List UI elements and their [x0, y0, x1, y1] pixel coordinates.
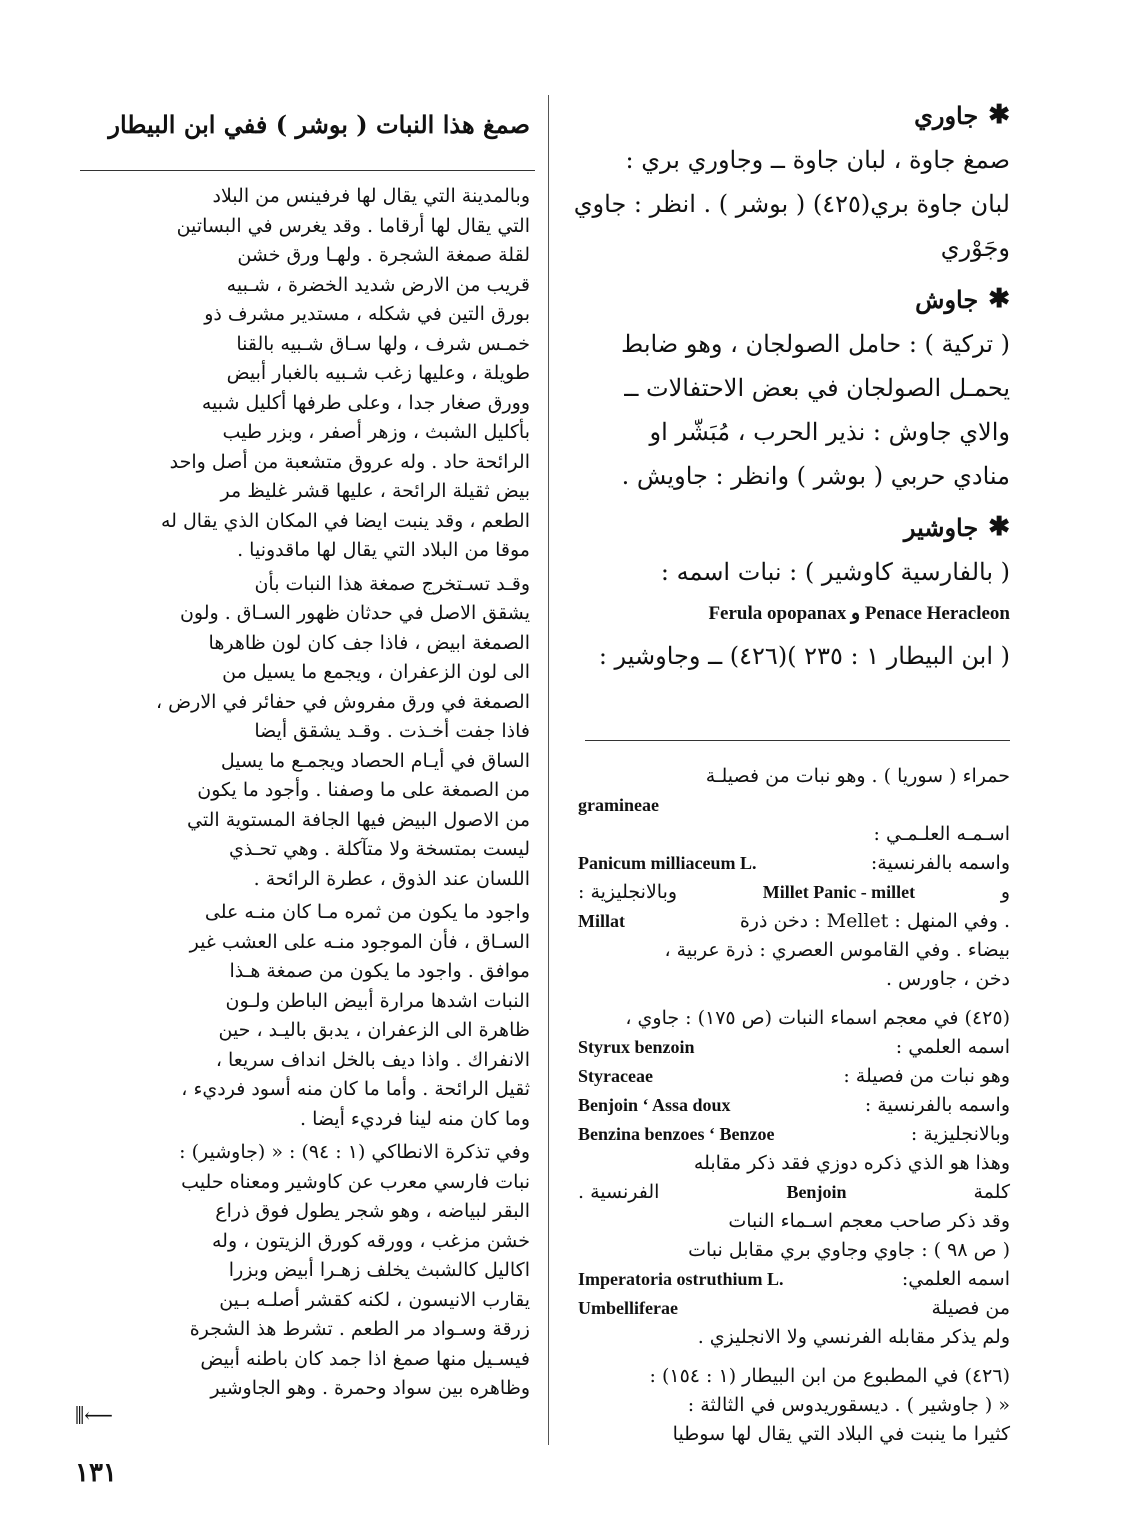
- body-text-line: وقـد تسـتخرج صمغة هذا النبات بأن: [254, 572, 530, 595]
- body-text-line: الساق في أيـام الحصاد ويجمـع ما يسيل: [220, 749, 530, 772]
- body-text-line: قريب من الارض شديد الخضرة ، شـبيه: [226, 273, 530, 296]
- body-text-line: نبات فارسي معرب عن كاوشير ومعناه حليب: [181, 1170, 530, 1193]
- footnote-arabic: وبالانجليزية :: [910, 1123, 1010, 1145]
- footnote-line: [578, 1091, 1010, 1120]
- body-text-line: بيض ثقيلة الرائحة ، عليها قشر غليظ مر: [220, 480, 530, 502]
- footnote-latin: Millet Panic - millet: [762, 882, 916, 902]
- header-rule: [80, 170, 535, 171]
- body-text-line: البقر لبياضه ، وهو شجر يطول فوق ذراع: [215, 1200, 530, 1222]
- body-text-line: الى لون الزعفران ، ويجمع ما يسيل من: [222, 661, 530, 683]
- footnote-arabic: وهذا هو الذي ذكره دوزي فقد ذكر مقابله: [693, 1152, 1010, 1174]
- footnote-line: [578, 965, 1010, 994]
- latin-name: Ferula opopanax: [708, 603, 847, 624]
- footnote-line: [578, 1362, 1010, 1391]
- footnote-latin: Benjoin: [786, 1182, 847, 1202]
- body-text-line: خمـس شرف ، ولها سـاق شـبيه بالقنا: [236, 332, 530, 355]
- body-text-line: ليست بمتسخة ولا متآكلة . وهي تحـذي: [228, 838, 530, 860]
- entry-text-line: والاي جاوش : نذير الحرب ، مُبَشّر او: [649, 418, 1010, 446]
- footnote-arabic: وهو نبات من فصيلة :: [843, 1065, 1010, 1087]
- footnote-arabic: واسمه بالفرنسية :: [864, 1094, 1010, 1116]
- footnote-line: [578, 820, 1010, 849]
- footnote-latin: gramineae: [578, 795, 659, 815]
- column-divider: [548, 95, 549, 1445]
- body-text-line: موافق . واجود ما يكون من صمغة هـذا: [229, 960, 530, 982]
- body-text-line: من الصمغة على ما وصفنا . وأجود ما يكون: [197, 779, 530, 801]
- footnote-arabic: و: [1000, 881, 1010, 903]
- footnote-line: [578, 1391, 1010, 1420]
- footnote-arabic: اسمه العلمي:: [901, 1268, 1010, 1290]
- footnote-arabic: اسمه العلمي :: [895, 1036, 1010, 1058]
- entry-text-line: لبان جاوة بري(٤٢٥) ( بوشر ) . انظر : جاوي: [573, 190, 1010, 218]
- body-text-line: الصمغة في ورق مفروش في حفائر في الارض ،: [156, 690, 530, 713]
- footnote-latin: Styrux benzoin: [578, 1037, 695, 1057]
- footnote-line: [578, 936, 1010, 965]
- footnote-line: [578, 878, 1010, 907]
- footnote-arabic: « ( جاوشير ) . ديسقوريدوس في الثالثة :: [687, 1394, 1010, 1416]
- body-text-line: بورق التين في شكله ، مستدير مشرف ذو: [204, 303, 530, 325]
- footnote-arabic: كثيرا ما ينبت في البلاد التي يقال لها سوطيا: [672, 1423, 1010, 1445]
- footnote-arabic: دخن ، جاورس .: [885, 968, 1010, 990]
- footnotes: [578, 762, 1010, 1449]
- entry-javari-heading: [585, 100, 1010, 130]
- entry-title: جاوشير: [903, 512, 979, 542]
- footnote-arabic: . وفي المنهل : Mellet : دخن ذرة: [739, 910, 1010, 932]
- footnote-line: [578, 1207, 1010, 1236]
- body-text-line: اللسان عند الذوق ، عطرة الرائحة .: [253, 867, 530, 890]
- footnote-latin: Benjoin ‘ Assa doux: [578, 1095, 731, 1115]
- body-text-line: ظاهرة الى الزعفران ، يدبق باليـد ، حين: [218, 1019, 530, 1041]
- footnote-arabic: حمراء ( سوريا ) . وهو نبات من فصيلـة: [705, 765, 1010, 787]
- entry-text-line: صمغ جاوة ، لبان جاوة ــ وجاوري بري :: [625, 146, 1010, 174]
- footnote-arabic: ( ص ٩٨ ) : جاوي وجاوي بري مقابل نبات: [688, 1239, 1010, 1261]
- footnote-arabic-tail: الفرنسية .: [578, 1181, 660, 1203]
- footnote-separator: [585, 740, 1010, 741]
- body-text-line: يشقق الاصل في حدثان ظهور السـاق . ولون: [179, 602, 530, 624]
- footnote-line: [578, 1323, 1010, 1352]
- body-text-line: موقا من البلاد التي يقال لها ماقدونيا .: [237, 539, 530, 561]
- body-text-line: طويلة ، وعليها زغب شـبيه بالغبار أبيض: [226, 362, 530, 384]
- left-column: [75, 182, 530, 1426]
- footnote-line: [578, 1294, 1010, 1323]
- footnote-line: [578, 1236, 1010, 1265]
- latin-name: Penace Heracleon: [864, 603, 1010, 624]
- entry-text-line: وجَوْري: [940, 234, 1010, 262]
- body-text-line: الصمغة ابيض ، فاذا جف كان لون ظاهرها: [208, 631, 530, 654]
- footnote-latin: Styraceae: [578, 1066, 653, 1086]
- entry-title: جاوري: [914, 100, 979, 130]
- footnote-arabic: من فصيلة: [931, 1297, 1010, 1319]
- body-text-line: يقارب الانيسون ، لكنه كقشر أصلـه بـين: [219, 1288, 530, 1311]
- right-column: [573, 100, 1010, 678]
- footnote-latin: Millat: [578, 911, 625, 931]
- footnote-continuation: [578, 762, 1010, 994]
- body-text-line: التي يقال لها أرقاما . وقد يغرس في البساتين: [176, 214, 530, 237]
- footnote-426: [578, 1362, 1010, 1449]
- body-text-line: الرائحة حاد . وله عروق متشعبة من أصل واحد: [169, 450, 530, 473]
- body-text-line: خشن مزغب ، وورقه كورق الزيتون ، وله: [211, 1229, 530, 1252]
- footnote-arabic-tail: وبالانجليزية :: [578, 881, 678, 903]
- footnote-arabic: بيضاء . وفي القاموس العصري : ذرة عربية ،: [664, 939, 1010, 961]
- footnote-latin: Panicum milliaceum L.: [578, 853, 757, 873]
- body-text-line: وما كان منه لينا فرديء أيضا .: [299, 1107, 530, 1130]
- body-text-line: بأكليل الشبث ، وزهر أصفر ، وبزر طيب: [222, 421, 530, 443]
- entry-text-line: ( بالفارسية كاوشير ) : نبات اسمه :: [660, 558, 1010, 586]
- asterisk-icon: ✱: [988, 284, 1010, 314]
- body-text-line: فاذا جفت أخـذت . وقـد يشقق أيضا: [254, 720, 530, 742]
- body-text-line: السـاق ، فأن الموجود منـه على العشب غير: [189, 930, 530, 953]
- body-text-line: الطعم ، وقد ينبت ايضا في المكان الذي يقال له: [160, 509, 530, 532]
- asterisk-icon: ✱: [988, 100, 1010, 130]
- footnote-latin: Imperatoria ostruthium L.: [578, 1269, 784, 1289]
- footnote-425: [578, 1004, 1010, 1352]
- footnote-arabic: ولم يذكر مقابله الفرنسي ولا الانجليزي .: [697, 1326, 1010, 1348]
- footnote-arabic: اسـمـه العلـمـي :: [873, 823, 1010, 845]
- entry-text-line: ( ابن البيطار ١ : ٢٣٥ )(٤٢٦) ــ وجاوشير :: [598, 642, 1010, 670]
- footnote-arabic: (٤٢٥) في معجم اسماء النبات (ص ١٧٥) : جاوي ،: [625, 1007, 1010, 1029]
- footnote-line: [578, 791, 1010, 820]
- footnote-line: [578, 1033, 1010, 1062]
- conjunction: و: [850, 603, 861, 624]
- entry-text-line: منادي حربي ( بوشر ) وانظر : جاويش .: [621, 462, 1010, 490]
- body-text-line: الانفراك . واذا ديف بالخل انداف سريعا ،: [215, 1048, 530, 1071]
- body-text-line: النبات اشدها مرارة أبيض الباطن ولـون: [225, 989, 530, 1012]
- footnote-line: [578, 849, 1010, 878]
- footnote-line: [578, 907, 1010, 936]
- entry-text-line: ( تركية ) : حامل الصولجان ، وهو ضابط: [621, 330, 1010, 358]
- running-header: صمغ هذا النبات ( بوشر ) ففي ابن البيطار: [108, 110, 530, 139]
- footnote-line: [578, 1265, 1010, 1294]
- footnote-line: [578, 1420, 1010, 1449]
- footnote-line: [578, 1062, 1010, 1091]
- body-text-line: وبالمدينة التي يقال لها فرفينس من البلاد: [212, 185, 530, 207]
- continue-arrow-icon: ⟵⫼: [75, 1402, 113, 1427]
- footnote-line: [578, 1149, 1010, 1178]
- footnote-line: [578, 1004, 1010, 1033]
- body-text-line: فيسـيل منها صمغ اذا جمد كان باطنه أبيض: [200, 1347, 530, 1370]
- footnote-arabic: (٤٢٦) في المطبوع من ابن البيطار (١ : ١٥٤) :: [649, 1365, 1010, 1387]
- footnote-arabic: كلمة: [973, 1181, 1010, 1203]
- body-text-line: وظاهره بين سواد وحمرة . وهو الجاوشير: [210, 1377, 530, 1399]
- latin-names-line: [585, 594, 1010, 634]
- body-text-line: واجود ما يكون من ثمره مـا كان منـه على: [204, 901, 530, 923]
- entry-title: جاوش: [915, 284, 979, 314]
- entry-javushir-heading: [585, 512, 1010, 542]
- body-text-line: وفي تذكرة الانطاكي (١ : ٩٤) : « (جاوشير) :: [179, 1141, 530, 1163]
- entry-text-line: يحمـل الصولجان في بعض الاحتفالات ــ: [624, 374, 1010, 402]
- footnote-line: [578, 1178, 1010, 1207]
- footnote-arabic: واسمه بالفرنسية:: [870, 852, 1010, 874]
- footnote-latin: Benzina benzoes ‘ Benzoe: [578, 1124, 775, 1144]
- page-number: ١٣١: [75, 1458, 117, 1488]
- body-text-line: وورق صغار جدا ، وعلى طرفها أكليل شبيه: [201, 391, 530, 414]
- footnote-line: [578, 1120, 1010, 1149]
- body-text-line: لقلة صمغة الشجرة . ولهـا ورق خشن: [237, 244, 530, 266]
- body-text-line: زرقة وسـواد مر الطعم . تشرط هذ الشجرة: [189, 1318, 530, 1340]
- asterisk-icon: ✱: [988, 512, 1010, 542]
- footnote-arabic: وقد ذكر صاحب معجم اسـماء النبات: [728, 1210, 1010, 1232]
- body-text-line: ثقيل الرائحة . وأما ما كان منه أسود فرديء ،: [181, 1078, 530, 1100]
- body-text-line: من الاصول البيض فيها الجافة المستوية التي: [187, 808, 530, 831]
- body-text-line: اكاليل كالشبث يخلف زهـرا أبيض وبزرا: [228, 1259, 530, 1281]
- entry-javush-heading: [585, 284, 1010, 314]
- footnote-latin: Umbelliferae: [578, 1298, 678, 1318]
- footnote-line: [578, 762, 1010, 791]
